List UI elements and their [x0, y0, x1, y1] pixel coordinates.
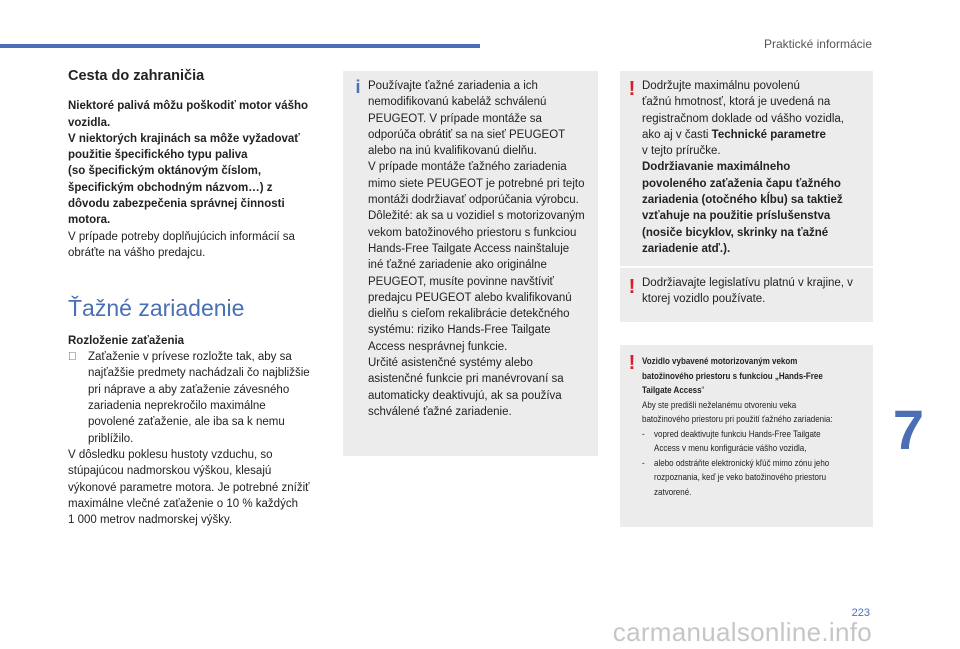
text-line: Hands-Free Tailgate Access nainštaluje: [368, 242, 570, 255]
text-line: dielňu s cieľom rekalibrácie detekčného: [368, 308, 570, 321]
text-line: ťažnú hmotnosť, ktorá je uvedená na: [642, 96, 831, 109]
info-text: [368, 78, 594, 420]
header-accent-bar: [0, 44, 480, 48]
dash-icon: -: [642, 428, 645, 439]
text-line: zariadenia neprekročilo maximálne: [88, 400, 266, 413]
text-line: špecifickým obchodným názvom…) z: [68, 181, 273, 194]
density-text: [68, 447, 330, 528]
text-line: 1 000 metrov nadmorskej výšky.: [68, 514, 233, 527]
text-line: PEUGEOT. V prípade montáže sa: [368, 112, 542, 125]
text-line: ktorej vozidlo používate.: [642, 293, 766, 306]
text-line: vozidla.: [68, 116, 111, 129]
info-icon: i: [355, 77, 361, 97]
warning-text: [642, 78, 868, 257]
text-line: asistenčné funkcie pri manévrovaní sa: [368, 373, 564, 386]
text-line: batožinového priestoru pri použití ťažného zariadenia:: [642, 414, 833, 424]
text-line: montáži dodržiavať odporúčania výrobcu.: [368, 194, 579, 207]
towing-heading: Ťažné zariadenie: [68, 295, 245, 322]
text-line: Niektoré palivá môžu poškodiť motor vášho: [68, 100, 309, 113]
text-line: motora.: [68, 214, 111, 227]
text-line: vzťahuje na použitie príslušenstva: [642, 210, 831, 223]
text-line: (so špecifickým oktánovým číslom,: [68, 165, 262, 178]
abroad-normal-text: [68, 229, 330, 262]
text-line: zariadenia (otočného kĺbu) sa taktiež: [642, 194, 843, 207]
text-line: odporúča obrátiť sa na sieť PEUGEOT: [368, 128, 566, 141]
warning-text: [642, 275, 868, 308]
bullet-icon: [68, 349, 88, 447]
text-line: (nosiče bicyklov, skrinky na ťažné: [642, 226, 829, 239]
text-line: najťažšie predmety nachádzali čo najbližšie: [88, 367, 310, 380]
text-line: povoleného zaťaženia čapu ťažného: [642, 177, 841, 190]
text-run: “: [701, 385, 705, 395]
text-line: zatvorené.: [654, 486, 692, 497]
text-line: v tejto príručke.: [642, 145, 721, 158]
text-line: vekom batožinového priestoru s funkciou: [368, 226, 577, 239]
text-line: Používajte ťažné zariadenia a ich: [368, 80, 538, 92]
warning-box-towing-weight: [620, 71, 873, 266]
list-item: [642, 456, 867, 500]
text-line: rozpoznania, keď je veko batožinového priestoru: [654, 472, 827, 482]
warning-icon: !: [628, 276, 636, 298]
text-line: povolené zaťaženie, ale iba sa k nemu: [88, 416, 285, 429]
text-line: [642, 127, 868, 143]
text-line: automaticky deaktivujú, ak sa používa: [368, 389, 562, 402]
warning-box-legislation: [620, 268, 873, 322]
list-item: [68, 349, 330, 447]
text-line: V prípade potreby doplňujúcich informácií sa: [68, 230, 295, 243]
text-line: Dodržiavanie maximálneho: [642, 161, 791, 174]
warning-text: [642, 354, 867, 499]
text-line: Dôležité: ak sa u vozidiel s motorizovaným: [368, 210, 585, 223]
text-line: dôvodu zabezpečenia správnej činnosti: [68, 198, 285, 211]
text-line: Zaťaženie v prívese rozložte tak, aby sa: [88, 351, 292, 364]
text-line: PEUGEOT, musíte povinne navštíviť: [368, 275, 554, 288]
text-line: výkonové parametre motora. Je potrebné znížiť: [68, 481, 310, 494]
text-line: Aby ste predišli neželanému otvoreniu veka: [642, 399, 797, 410]
text-line: Určité asistenčné systémy alebo: [368, 357, 533, 370]
text-line: batožinového priestoru s funkciou „Hands-Free: [642, 370, 823, 381]
page-number: 223: [851, 607, 870, 619]
load-heading: Rozloženie zaťaženia: [68, 334, 185, 347]
text-line: nemodifikovanú kabeláž schválenú: [368, 96, 547, 109]
warning-icon: !: [628, 78, 636, 100]
text-line: V niektorých krajinách sa môže vyžadovať: [68, 132, 300, 145]
text-line: schválené ťažné zariadenie.: [368, 405, 512, 418]
text-line: [642, 383, 867, 398]
abroad-bold-text: [68, 98, 330, 228]
text-line: pri náprave a aby zaťaženie závesného: [88, 383, 290, 396]
text-line: V prípade montáže ťažného zariadenia: [368, 161, 567, 174]
text-line: použitie špecifického typu paliva: [68, 149, 248, 162]
text-line: stúpajúcou nadmorskou výškou, klesajú: [68, 465, 272, 478]
text-line: obráťte na vášho predajcu.: [68, 246, 206, 259]
text-line: V dôsledku poklesu hustoty vzduchu, so: [68, 448, 273, 461]
text-line: Vozidlo vybavené motorizovaným vekom: [642, 356, 798, 366]
text-run: Tailgate Access: [642, 385, 702, 395]
technical-specs-reference: Technické parametre: [711, 128, 826, 141]
text-line: alebo na inú kvalifikovanú dielňu.: [368, 145, 537, 158]
abroad-heading: Cesta do zahraničia: [68, 68, 205, 84]
text-line: priblížilo.: [88, 432, 134, 445]
text-line: zariadenie atď.).: [642, 242, 731, 255]
text-line: registračnom doklade od vášho vozidla,: [642, 112, 845, 125]
warning-box-hands-free-tailgate: [620, 345, 873, 527]
text-run: ako aj v časti: [642, 128, 712, 141]
section-title: Praktické informácie: [763, 37, 872, 51]
text-line: alebo odstráňte elektronický kľúč mimo zónu jeho: [654, 457, 830, 468]
left-column: [68, 68, 330, 528]
text-line: iné ťažné zariadenie ako originálne: [368, 259, 547, 272]
text-line: Dodržujte maximálnu povolenú: [642, 80, 800, 92]
text-line: Access nesprávnej funkcie.: [368, 340, 508, 353]
warning-icon: !: [628, 352, 636, 374]
text-line: predajcu PEUGEOT alebo kvalifikovanú: [368, 291, 572, 304]
info-box: [343, 71, 598, 456]
text-line: maximálne vlečné zaťaženie o 10 % každých: [68, 497, 298, 510]
dash-icon: -: [642, 457, 645, 468]
text-line: Dodržiavajte legislatívu platnú v krajine, v: [642, 277, 853, 289]
text-line: vopred deaktivujte funkciu Hands-Free Tailgate: [654, 428, 821, 439]
list-item: [642, 427, 867, 456]
chapter-number: 7: [892, 398, 924, 461]
watermark: carmanualsonline.info: [612, 617, 872, 647]
text-line: systému: riziko Hands-Free Tailgate: [368, 324, 551, 337]
text-line: Access v menu konfigurácie vášho vozidla,: [654, 443, 807, 453]
text-line: mimo siete PEUGEOT je potrebné pri tejto: [368, 177, 585, 190]
